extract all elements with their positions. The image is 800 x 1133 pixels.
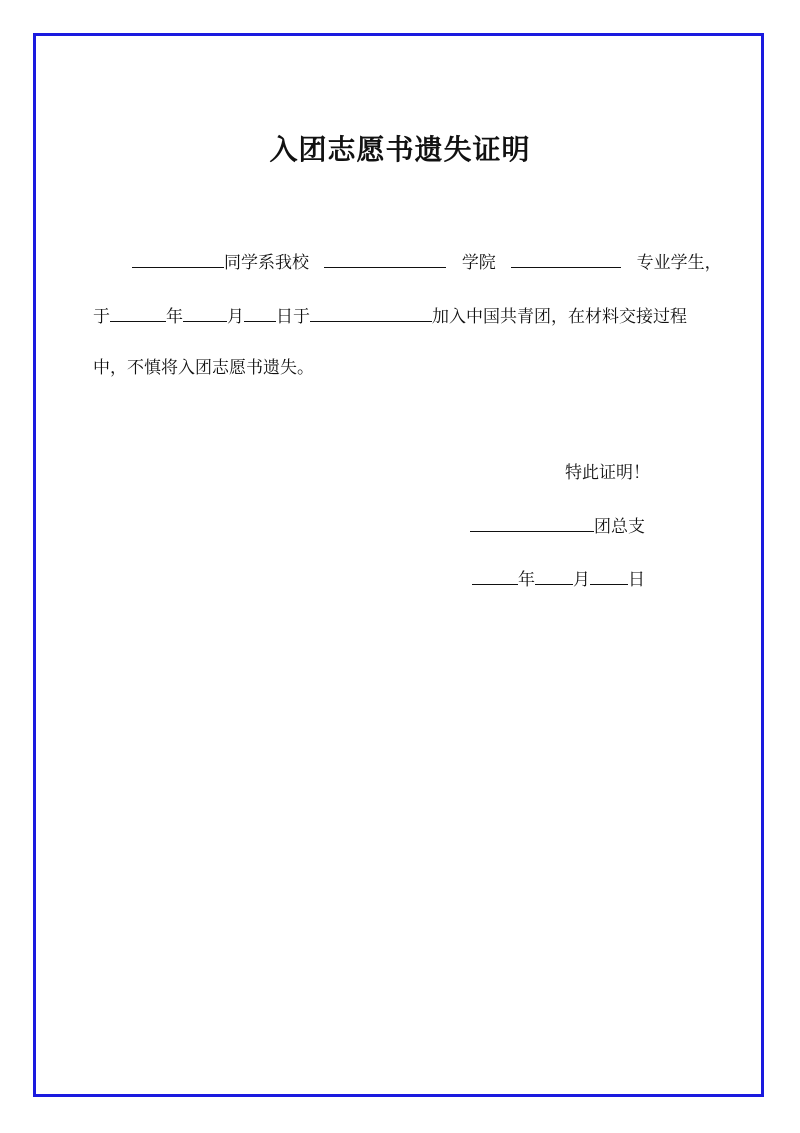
college-label: 学院	[461, 253, 496, 273]
paragraph-line-1	[132, 250, 722, 274]
major-blank[interactable]	[511, 250, 621, 268]
league-branch-label: 团总支	[594, 517, 645, 537]
date-day-blank[interactable]	[590, 567, 628, 585]
paragraph-line-3	[93, 356, 314, 380]
page-border	[33, 33, 764, 1097]
college-blank[interactable]	[324, 250, 446, 268]
date-year-blank[interactable]	[472, 567, 518, 585]
year-label: 年	[166, 307, 183, 327]
paragraph-line-2	[93, 304, 687, 328]
date-month-blank[interactable]	[535, 567, 573, 585]
join-day-blank[interactable]	[244, 304, 276, 322]
join-place-blank[interactable]	[310, 304, 432, 322]
join-month-blank[interactable]	[183, 304, 227, 322]
document-title: 入团志愿书遗失证明	[269, 133, 531, 166]
hereby-certify-text: 特此证明！	[565, 463, 650, 483]
joined-league-text: 加入中国共青团，在材料交接过程	[432, 307, 687, 327]
date-month-label: 月	[573, 570, 590, 590]
date-day-label: 日	[628, 570, 645, 590]
date-year-label: 年	[518, 570, 535, 590]
closing-date-line	[472, 567, 645, 591]
signatory-line	[470, 514, 645, 538]
closing-statement	[565, 461, 650, 485]
at-text: 于	[93, 307, 110, 327]
lost-statement-text: 中，不慎将入团志愿书遗失。	[93, 358, 314, 378]
student-name-blank[interactable]	[132, 250, 224, 268]
major-student-text: 专业学生，	[636, 253, 722, 273]
classmate-of-school-text: 同学系我校	[224, 253, 309, 273]
join-year-blank[interactable]	[110, 304, 166, 322]
month-label: 月	[227, 307, 244, 327]
league-branch-blank[interactable]	[470, 514, 594, 532]
day-at-text: 日于	[276, 307, 310, 327]
